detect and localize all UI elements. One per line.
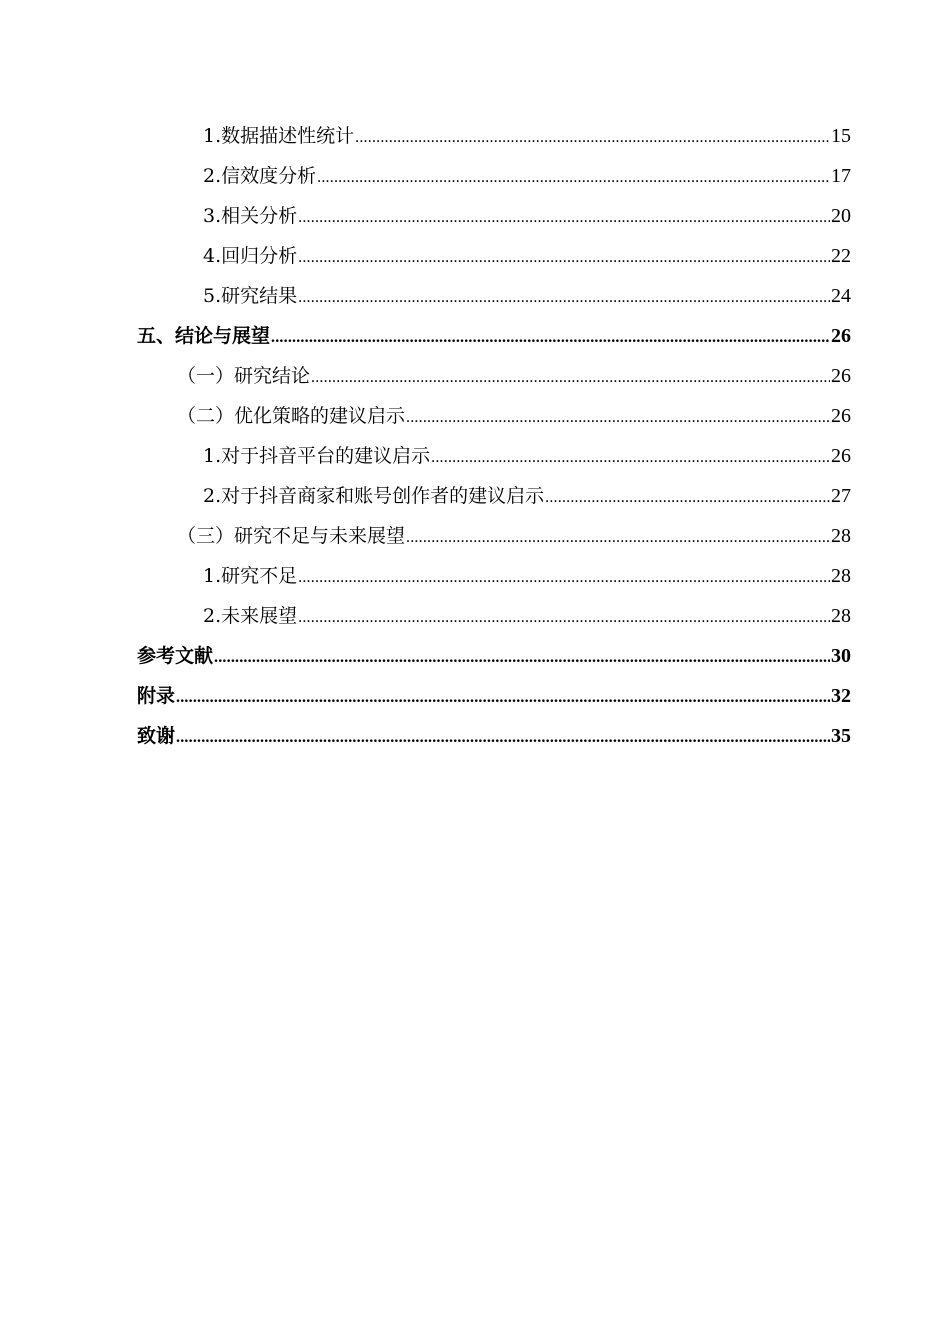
toc-chapter-entry[interactable] — [137, 636, 851, 676]
toc-dot-leader — [406, 398, 830, 436]
toc-entry-title: 参考文献 — [137, 645, 214, 667]
toc-chapter-entry[interactable] — [137, 676, 851, 716]
toc-entry-page: 15 — [831, 125, 851, 147]
toc-entry-title: （一）研究结论 — [177, 365, 311, 387]
toc-entry-page: 17 — [831, 165, 851, 187]
toc-entry-page: 32 — [831, 685, 851, 707]
toc-entry[interactable] — [137, 276, 851, 316]
toc-entry-title: 2.对于抖音商家和账号创作者的建议启示 — [203, 485, 545, 507]
toc-dot-leader — [176, 718, 830, 756]
toc-entry-title: 3.相关分析 — [203, 205, 298, 227]
toc-entry[interactable] — [137, 556, 851, 596]
toc-entry-title: 2.信效度分析 — [203, 165, 317, 187]
toc-chapter-entry[interactable] — [137, 316, 851, 356]
toc-section-entry[interactable] — [137, 516, 851, 556]
toc-dot-leader — [271, 318, 830, 356]
toc-dot-leader — [298, 278, 830, 316]
toc-entry-title: 致谢 — [137, 725, 176, 747]
toc-dot-leader — [298, 558, 830, 596]
toc-entry-page: 26 — [831, 325, 851, 347]
toc-entry-title: 4.回归分析 — [203, 245, 298, 267]
toc-dot-leader — [298, 238, 830, 276]
toc-entry-title: 1.研究不足 — [203, 565, 298, 587]
toc-entry-page: 28 — [831, 525, 851, 547]
toc-dot-leader — [355, 118, 830, 156]
toc-entry-page: 20 — [831, 205, 851, 227]
toc-chapter-entry[interactable] — [137, 716, 851, 756]
toc-entry[interactable] — [137, 196, 851, 236]
toc-entry-page: 35 — [831, 725, 851, 747]
table-of-contents — [137, 116, 851, 756]
toc-dot-leader — [298, 198, 830, 236]
toc-dot-leader — [214, 638, 830, 676]
toc-section-entry[interactable] — [137, 356, 851, 396]
toc-dot-leader — [431, 438, 830, 476]
toc-dot-leader — [311, 358, 830, 396]
toc-entry-title: 1.对于抖音平台的建议启示 — [203, 445, 431, 467]
toc-dot-leader — [406, 518, 830, 556]
toc-entry[interactable] — [137, 596, 851, 636]
toc-dot-leader — [298, 598, 830, 636]
toc-entry-title: 附录 — [137, 685, 176, 707]
toc-entry-title: 5.研究结果 — [203, 285, 298, 307]
toc-entry-title: （二）优化策略的建议启示 — [177, 405, 406, 427]
toc-dot-leader — [176, 678, 830, 716]
toc-entry-page: 22 — [831, 245, 851, 267]
toc-entry-page: 26 — [831, 405, 851, 427]
toc-entry-title: 五、结论与展望 — [137, 325, 271, 347]
toc-section-entry[interactable] — [137, 396, 851, 436]
toc-dot-leader — [317, 158, 830, 196]
toc-entry-title: 1.数据描述性统计 — [203, 125, 355, 147]
toc-entry-title: （三）研究不足与未来展望 — [177, 525, 406, 547]
toc-entry[interactable] — [137, 436, 851, 476]
toc-entry[interactable] — [137, 236, 851, 276]
toc-entry-page: 24 — [831, 285, 851, 307]
toc-entry[interactable] — [137, 116, 851, 156]
toc-entry[interactable] — [137, 476, 851, 516]
toc-entry[interactable] — [137, 156, 851, 196]
toc-entry-page: 30 — [831, 645, 851, 667]
toc-entry-page: 26 — [831, 365, 851, 387]
toc-entry-page: 28 — [831, 605, 851, 627]
toc-entry-page: 28 — [831, 565, 851, 587]
toc-entry-page: 27 — [831, 485, 851, 507]
toc-entry-title: 2.未来展望 — [203, 605, 298, 627]
toc-dot-leader — [545, 478, 830, 516]
toc-entry-page: 26 — [831, 445, 851, 467]
